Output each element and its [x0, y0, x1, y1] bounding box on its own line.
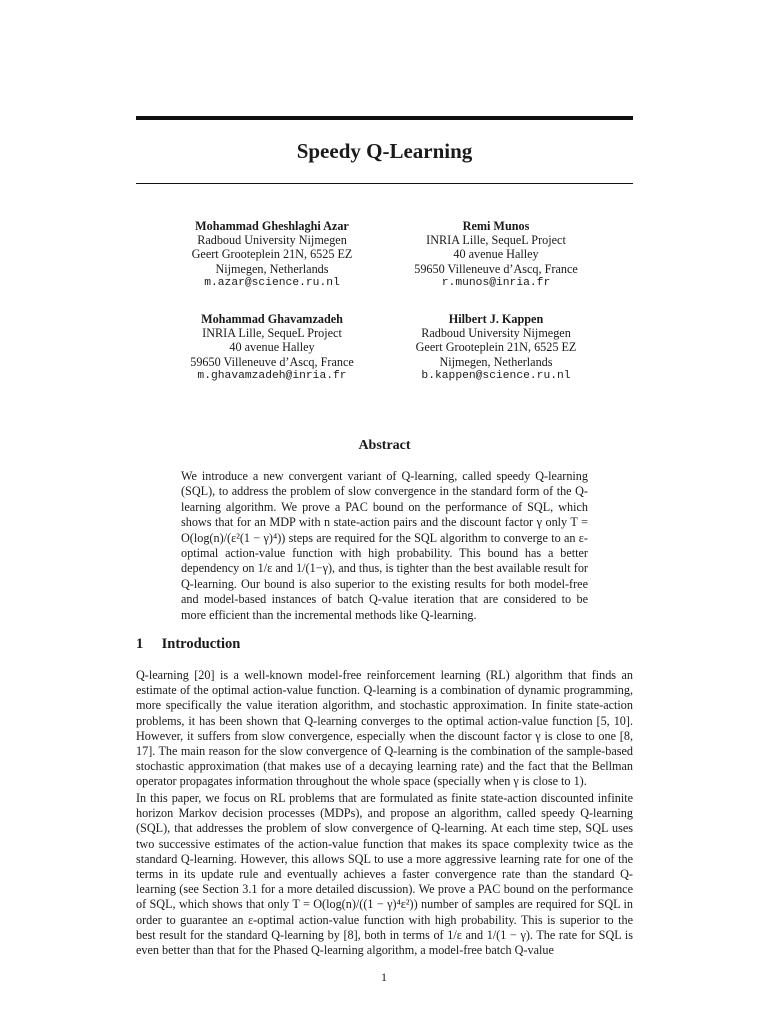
author-email: r.munos@inria.fr [441, 276, 551, 289]
author-block-4 [371, 312, 621, 383]
author-email: m.azar@science.ru.nl [204, 276, 340, 289]
author-city: 59650 Villeneuve d’Ascq, France [414, 261, 578, 276]
author-address: 40 avenue Halley [453, 247, 539, 262]
intro-paragraph-2: In this paper, we focus on RL problems that are formulated as finite state-action discounted infinite horizon Markov decision processes (MDPs), and propose an algorithm, called speedy Q-learning (SQL), that addresses the problem of slow convergence of Q-learning. At each time step, SQL uses two successive estimates of the action-value function that makes its space complexity twice as the standard Q-learning. However, this allows SQL to use a more aggressive learning rate for one of the terms in its update rule and eventually achieves a faster convergence rate than the standard Q-learning (see Section 3.1 for a more detailed discussion). We prove a PAC bound on the performance of SQL, which shows that only T = O(log(n)/((1 − γ)⁴ε²)) number of samples are required for SQL in order to guarantee an ε-optimal action-value function with high probability. This is superior to the best result for the standard Q-learning by [8], both in terms of 1/ε and 1/(1 − γ). The rate for SQL is even better than that for the Phased Q-learning algorithm, a model-free batch Q-value [136, 791, 633, 958]
author-email: m.ghavamzadeh@inria.fr [197, 369, 347, 382]
top-rule [136, 116, 633, 120]
author-block-2 [371, 219, 621, 290]
abstract-text: We introduce a new convergent variant of Q-learning, called speedy Q-learning (SQL), to address the problem of slow convergence in the standard form of the Q-learning algorithm. We prove a PAC bound on the performance of SQL, which shows that for an MDP with n state-action pairs and the discount factor γ only T = O(log(n)/(ε²(1 − γ)⁴)) steps are required for the SQL algorithm to converge to an ε-optimal action-value function with high probability. This bound has a better dependency on 1/ε and 1/(1−γ), and thus, is tighter than the best available result for Q-learning. Our bound is also superior to the existing results for both model-free and model-based instances of batch Q-value iteration that are considered to be more efficient than the incremental methods like Q-learning. [181, 469, 588, 622]
author-email: b.kappen@science.ru.nl [421, 369, 571, 382]
author-affiliation: INRIA Lille, SequeL Project [202, 326, 342, 341]
section-heading [136, 636, 240, 653]
author-block-3 [147, 312, 397, 383]
author-address: Geert Grooteplein 21N, 6525 EZ [191, 247, 353, 262]
section-number: 1 [136, 636, 144, 652]
author-name: Hilbert J. Kappen [448, 312, 544, 326]
paper-title: Speedy Q-Learning [296, 139, 473, 163]
author-name: Mohammad Ghavamzadeh [201, 312, 343, 326]
author-city: Nijmegen, Netherlands [439, 354, 553, 369]
author-city: 59650 Villeneuve d’Ascq, France [190, 354, 354, 369]
author-city: Nijmegen, Netherlands [215, 261, 329, 276]
page-number: 1 [381, 970, 387, 984]
author-address: Geert Grooteplein 21N, 6525 EZ [415, 340, 577, 355]
abstract-heading: Abstract [358, 438, 411, 453]
section-title: Introduction [161, 636, 241, 652]
author-address: 40 avenue Halley [229, 340, 315, 355]
author-block-1 [147, 219, 397, 290]
title-rule [136, 183, 633, 184]
author-affiliation: Radboud University Nijmegen [421, 326, 571, 341]
author-affiliation: INRIA Lille, SequeL Project [426, 233, 566, 248]
author-affiliation: Radboud University Nijmegen [197, 233, 347, 248]
intro-paragraph-1: Q-learning [20] is a well-known model-free reinforcement learning (RL) algorithm that finds an estimate of the optimal action-value function. Q-learning is a combination of dynamic programming, more specifically the value iteration algorithm, and stochastic approximation. In finite state-action problems, it has been shown that Q-learning converges to the optimal action-value function [5, 10]. However, it suffers from slow convergence, especially when the discount factor γ is close to one [8, 17]. The main reason for the slow convergence of Q-learning is the combination of the sample-based stochastic approximation (that makes use of a decaying learning rate) and the fact that the Bellman operator propagates information throughout the whole space (specially when γ is close to 1). [136, 668, 633, 789]
author-name: Mohammad Gheshlaghi Azar [195, 219, 349, 233]
author-name: Remi Munos [462, 219, 530, 233]
